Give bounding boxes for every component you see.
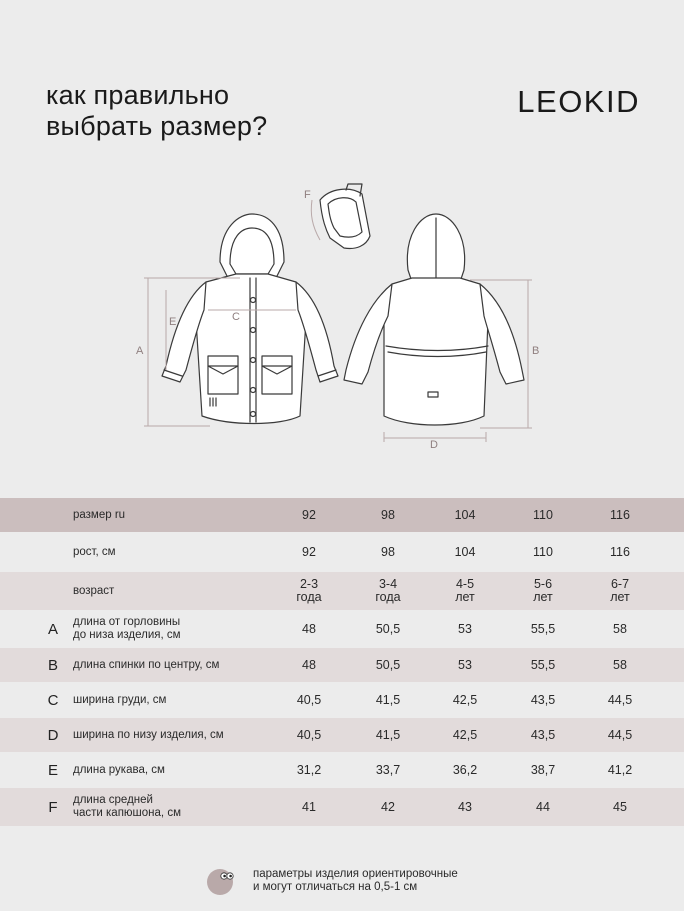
- table-cell: 110: [533, 544, 553, 559]
- table-cell: 116: [610, 544, 630, 559]
- table-cell: 98: [381, 544, 395, 559]
- brand-logo: LEOKID: [517, 84, 640, 119]
- table-cell: 44,5: [607, 727, 633, 742]
- table-cell: 116: [610, 507, 630, 522]
- table-cell: 44,5: [607, 692, 633, 707]
- table-cell: 44: [536, 799, 550, 814]
- table-cell: 98: [381, 507, 395, 522]
- table-cell: 55,5: [530, 621, 556, 636]
- table-cell: 45: [613, 799, 627, 814]
- row-label: размер ru: [73, 508, 126, 521]
- table-cell: 104: [454, 544, 476, 559]
- dim-label-c: C: [232, 311, 240, 323]
- footer-note-text: параметры изделия ориентировочные и могут отличаться на 0,5-1 см: [253, 868, 458, 893]
- row-label: возраст: [73, 584, 115, 597]
- table-cell: 42,5: [452, 727, 478, 742]
- table-cell: 36,2: [452, 762, 478, 777]
- row-letter: C: [47, 691, 59, 709]
- row-label: длина спинки по центру, см: [73, 658, 220, 671]
- mascot-icon: [205, 866, 235, 896]
- dim-label-a: A: [136, 345, 144, 357]
- row-label: ширина по низу изделия, см: [73, 728, 224, 741]
- table-cell: 33,7: [375, 762, 401, 777]
- table-cell: 41,2: [607, 762, 633, 777]
- row-label: ширина груди, см: [73, 693, 167, 706]
- table-cell: 48: [302, 621, 316, 636]
- table-cell: 6-7 лет: [610, 577, 630, 604]
- row-letter: F: [48, 798, 58, 816]
- dim-label-f: F: [304, 189, 311, 201]
- back-jacket-drawing: [344, 214, 524, 425]
- row-letter: D: [47, 726, 59, 744]
- row-label: рост, см: [73, 545, 116, 558]
- table-cell: 5-6 лет: [533, 577, 553, 604]
- title-line-1: как правильно: [46, 80, 230, 110]
- dim-label-b: B: [532, 345, 540, 357]
- table-cell: 53: [458, 657, 472, 672]
- table-cell: 92: [302, 544, 316, 559]
- table-cell: 58: [613, 621, 627, 636]
- table-cell: 110: [533, 507, 553, 522]
- row-letter: B: [47, 656, 58, 674]
- table-row: [0, 648, 684, 682]
- table-cell: 41: [302, 799, 316, 814]
- table-cell: 2-3 года: [296, 577, 322, 604]
- front-jacket-drawing: [162, 214, 338, 424]
- jacket-illustration: [0, 170, 684, 470]
- table-cell: 31,2: [296, 762, 322, 777]
- table-cell: 41,5: [375, 692, 401, 707]
- table-cell: 40,5: [296, 727, 322, 742]
- table-row: [0, 682, 684, 718]
- table-cell: 50,5: [375, 657, 401, 672]
- table-cell: 42: [381, 799, 395, 814]
- table-row: [0, 532, 684, 572]
- table-row: [0, 718, 684, 752]
- table-row: [0, 498, 684, 532]
- table-cell: 40,5: [296, 692, 322, 707]
- table-row: [0, 572, 684, 610]
- table-cell: 43,5: [530, 692, 556, 707]
- row-letter: E: [47, 761, 58, 779]
- table-row: [0, 788, 684, 826]
- row-label: длина от горловины до низа изделия, см: [73, 616, 181, 641]
- table-row: [0, 610, 684, 648]
- table-cell: 3-4 года: [375, 577, 401, 604]
- page-title: [46, 80, 267, 142]
- table-cell: 104: [454, 507, 476, 522]
- table-cell: 55,5: [530, 657, 556, 672]
- row-label: длина средней части капюшона, см: [73, 794, 181, 819]
- table-cell: 92: [302, 507, 316, 522]
- table-cell: 42,5: [452, 692, 478, 707]
- hood-detail-drawing: [320, 184, 370, 249]
- dim-label-e: E: [169, 316, 177, 328]
- table-cell: 50,5: [375, 621, 401, 636]
- footer-note: [205, 866, 458, 896]
- table-row: [0, 752, 684, 788]
- row-letter: A: [47, 620, 58, 638]
- dim-label-d: D: [430, 439, 438, 451]
- size-table: [0, 498, 684, 826]
- table-cell: 48: [302, 657, 316, 672]
- table-cell: 58: [613, 657, 627, 672]
- table-cell: 38,7: [530, 762, 556, 777]
- row-label: длина рукава, см: [73, 763, 165, 776]
- title-line-2: выбрать размер?: [46, 111, 268, 141]
- table-cell: 43: [458, 799, 472, 814]
- table-cell: 41,5: [375, 727, 401, 742]
- table-cell: 4-5 лет: [455, 577, 475, 604]
- table-cell: 53: [458, 621, 472, 636]
- table-cell: 43,5: [530, 727, 556, 742]
